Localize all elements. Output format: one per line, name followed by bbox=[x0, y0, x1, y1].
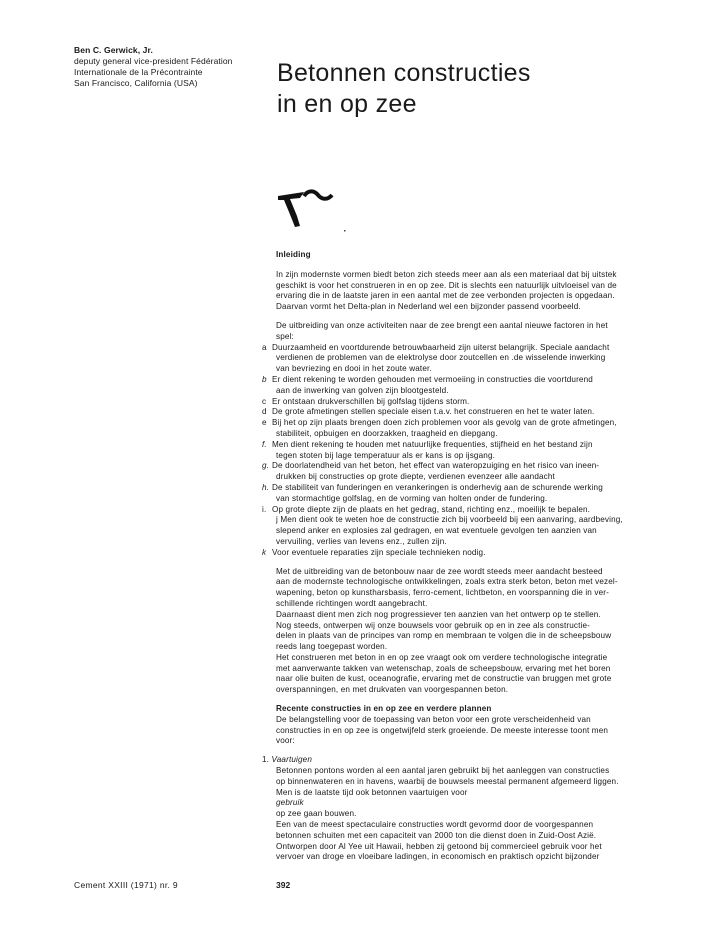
list-marker: i. bbox=[262, 504, 267, 514]
text-line: constructies in en op zee is ongetwijfeld sterk groeiende. De meeste interesse toont men bbox=[276, 725, 609, 735]
text-line: Voor eventuele reparaties zijn speciale technieken nodig. bbox=[272, 547, 486, 557]
author-role-line-1: deputy general vice-president Fédération bbox=[74, 56, 233, 66]
section-number: 1. bbox=[262, 755, 270, 765]
list-marker: e bbox=[262, 418, 267, 428]
development-paragraph-1 bbox=[276, 567, 662, 610]
intro-paragraph-1 bbox=[276, 270, 662, 313]
section-title-text: Vaartuigen bbox=[271, 755, 312, 765]
journal-logo-icon bbox=[276, 186, 348, 239]
author-name: Ben C. Gerwick, Jr. bbox=[74, 45, 153, 55]
author-role-line-2: Internationale de la Précontrainte bbox=[74, 67, 203, 77]
list-item bbox=[262, 397, 662, 408]
list-marker: f. bbox=[262, 439, 267, 449]
text-line: Met de uitbreiding van de betonbouw naar de zee wordt steeds meer aandacht besteed bbox=[276, 566, 603, 576]
list-marker: h. bbox=[262, 482, 270, 492]
list-marker: k bbox=[262, 547, 267, 557]
journal-reference: Cement XXIII (1971) nr. 9 bbox=[74, 880, 178, 890]
text-line: Men dient rekening te houden met natuurlijke frequenties, stijfheid en het bestand zijn bbox=[272, 439, 593, 449]
text-line: met aanverwante takken van wetenschap, zoals de scheepsbouw, ervaring met het boren bbox=[276, 663, 611, 673]
list-item bbox=[262, 407, 662, 418]
text-line: De grote afmetingen stellen speciale eisen t.a.v. het construeren en het te water laten. bbox=[272, 407, 595, 417]
page-number: 392 bbox=[276, 880, 291, 890]
section-1 bbox=[262, 755, 662, 863]
text-line: naar olie buiten de kust, oceanografie, ervaring met de constructie van bruggen met grote bbox=[276, 674, 612, 684]
list-marker: c bbox=[262, 396, 267, 406]
emphasis-text: gebruik bbox=[276, 798, 304, 808]
text-line: ervaring die in de laatste jaren in een aantal met de zee verbonden projecten is opgedaan. bbox=[276, 291, 615, 301]
section-heading-inleiding: Inleiding bbox=[276, 250, 311, 259]
list-item bbox=[262, 505, 662, 548]
text-line: geschikt is voor het construeren in en op zee. Dit is slechts een natuurlijk uitvloeisel van de bbox=[276, 280, 617, 290]
article-body bbox=[262, 250, 662, 871]
text-line: De belangstelling voor de toepassing van beton voor een grote verscheidenheid van bbox=[276, 714, 591, 724]
list-marker: a bbox=[262, 342, 267, 352]
list-marker: g. bbox=[262, 461, 270, 471]
development-paragraph-3 bbox=[276, 653, 662, 696]
text-line: slepend anker en explosies zal gedragen, en wat eventuele gevolgen ten aanzien van bbox=[276, 526, 597, 536]
text-fragment: op zee gaan bouwen. bbox=[276, 809, 357, 819]
section-1-paragraph-2 bbox=[276, 820, 662, 863]
text-line: van bevriezing en dooi in het zoute water. bbox=[276, 364, 432, 374]
text-line: aan de modernste technologische ontwikkelingen, zoals extra sterk beton, beton met vezel- bbox=[276, 577, 618, 587]
text-line: van stormachtige golfslag, en de vorming van holten onder de fundering. bbox=[276, 493, 548, 503]
title-line-1: Betonnen constructies bbox=[277, 58, 531, 87]
list-item bbox=[262, 418, 662, 440]
list-marker: b bbox=[262, 374, 267, 384]
section-1-title bbox=[262, 755, 662, 766]
text-line: betonnen schuiten met een capaciteit van 2000 ton die dienst doen in Zuid-Oost Azië. bbox=[276, 830, 597, 840]
list-item bbox=[262, 375, 662, 397]
development-paragraph-2 bbox=[276, 610, 662, 653]
text-line: vervuiling, verlies van levens enz., zullen zijn. bbox=[276, 536, 447, 546]
text-line bbox=[276, 788, 662, 820]
text-line: drukken bij constructies op grote diepte, verdienen evenzeer alle aandacht bbox=[276, 472, 555, 482]
text-line: overspanningen, en met drukvaten van voorgespannen beton. bbox=[276, 685, 509, 695]
list-item bbox=[262, 461, 662, 483]
text-line: Het construeren met beton in en op zee vraagt ook om verdere technologische integratie bbox=[276, 652, 608, 662]
text-line: Daarnaast dient men zich nog progressiever ten aanzien van het ontwerp op te stellen. bbox=[276, 609, 601, 619]
intro-paragraph-2 bbox=[276, 321, 662, 343]
text-line: Ontworpen door Al Yee uit Hawaii, hebben zij getoond bij commercieel gebruik voor het bbox=[276, 841, 602, 851]
text-line: Er ontstaan drukverschillen bij golfslag tijdens storm. bbox=[272, 396, 470, 406]
text-fragment: Men is de laatste tijd ook betonnen vaartuigen voor bbox=[276, 787, 468, 797]
text-line: verdienen de problemen van de elektrolyse door zoutcellen en .de wisselende inwerking bbox=[276, 353, 606, 363]
list-item bbox=[262, 548, 662, 559]
title-line-2: in en op zee bbox=[277, 89, 417, 118]
article-title bbox=[277, 58, 657, 120]
text-line: schillende richtingen wordt aangebracht. bbox=[276, 598, 428, 608]
text-line: Betonnen pontons worden al een aantal jaren gebruikt bij het aanleggen van constructies bbox=[276, 766, 610, 776]
text-line: voor: bbox=[276, 736, 295, 746]
recent-paragraph bbox=[276, 715, 662, 747]
list-item bbox=[262, 440, 662, 462]
text-line: j Men dient ook te weten hoe de constructie zich bij voorbeeld bij een aanvaring, aardbeving, bbox=[276, 515, 623, 525]
text-line: Nog steeds, ontwerpen wij onze bouwsels voor gebruik op en in zee als constructie- bbox=[276, 620, 590, 630]
list-item bbox=[262, 483, 662, 505]
text-line: aan de inwerking van golven zijn blootgesteld. bbox=[276, 385, 449, 395]
author-location: San Francisco, California (USA) bbox=[74, 78, 198, 88]
section-1-paragraph-1 bbox=[276, 766, 662, 820]
text-line: De doorlatendheid van het beton, het effect van wateropzuiging en het risico van ineen- bbox=[272, 461, 600, 471]
text-line: Daarvan vormt het Delta-plan in Nederland wel een bijzonder passend voorbeeld. bbox=[276, 302, 581, 312]
text-line: op binnenwateren en in havens, waarbij de bouwsels meestal permanent afgemeerd liggen. bbox=[276, 776, 619, 786]
text-line: De stabiliteit van funderingen en verankeringen is onderhevig aan de schurende werking bbox=[272, 482, 603, 492]
text-line: Er dient rekening te worden gehouden met vermoeiing in constructies die voortdurend bbox=[272, 374, 593, 384]
text-line: tegen stoten bij lage temperatuur als er kans is op ijsgang. bbox=[276, 450, 496, 460]
text-line: spel: bbox=[276, 331, 294, 341]
text-line: Bij het op zijn plaats brengen doen zich problemen voor als gevolg van de grote afmetingen, bbox=[272, 418, 617, 428]
text-line: De uitbreiding van onze activiteiten naar de zee brengt een aantal nieuwe factoren in het bbox=[276, 320, 608, 330]
list-item bbox=[262, 343, 662, 375]
text-line: Een van de meest spectaculaire constructies wordt gevormd door de voorgespannen bbox=[276, 820, 594, 830]
text-line: delen in plaats van de principes van romp en membraan te volgen die in de scheepsbouw bbox=[276, 631, 612, 641]
factor-list bbox=[262, 343, 662, 559]
text-line: Op grote diepte zijn de plaats en het gedrag, stand, richting enz., moeilijk te bepalen. bbox=[272, 504, 591, 514]
text-line: stabiliteit, opbuigen en doorzakken, traagheid en diepgang. bbox=[276, 428, 498, 438]
author-block bbox=[74, 45, 264, 89]
text-line: reeds lang toegepast worden. bbox=[276, 642, 388, 652]
text-line: Duurzaamheid en voortdurende betrouwbaarheid zijn uiterst belangrijk. Speciale aandacht bbox=[272, 342, 610, 352]
list-marker: d bbox=[262, 407, 267, 417]
text-line: In zijn modernste vormen biedt beton zich steeds meer aan als een materiaal dat bij uitstek bbox=[276, 269, 617, 279]
text-line: wapening, beton op kunstharsbasis, ferro-cement, lichtbeton, en voorspanning die in ver- bbox=[276, 588, 609, 598]
section-heading-recent: Recente constructies in en op zee en verdere plannen bbox=[276, 704, 492, 714]
text-line: vervoer van droge en vloeibare ladingen, in economisch en praktisch opzicht bijzonder bbox=[276, 852, 600, 862]
